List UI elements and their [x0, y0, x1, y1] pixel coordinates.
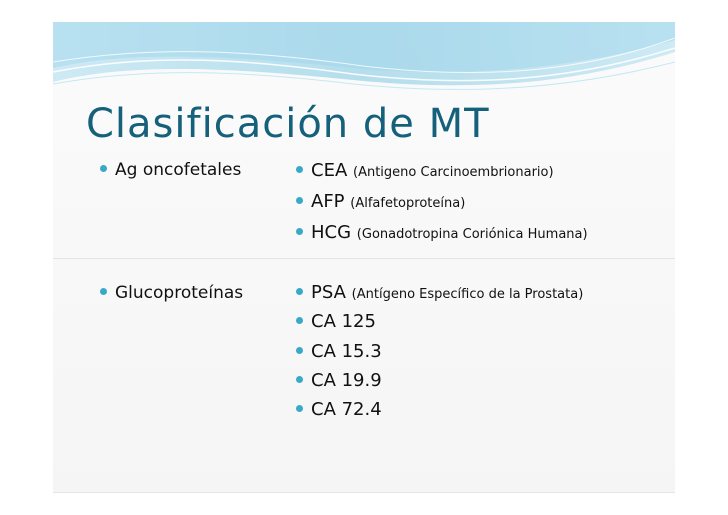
list-item — [296, 221, 588, 247]
bullet-icon — [296, 288, 303, 295]
list-item — [296, 398, 382, 422]
marker-name: CEA — [311, 160, 348, 181]
bullet-icon — [296, 317, 303, 324]
marker-description: (Alfafetoproteína) — [350, 196, 466, 211]
category-ag-oncofetales — [100, 159, 241, 181]
bullet-icon — [100, 288, 107, 295]
marker-description: (Gonadotropina Coriónica Humana) — [356, 227, 588, 242]
bullet-icon — [100, 165, 107, 172]
bullet-icon — [296, 228, 303, 235]
marker-description: (Antigeno Carcinoembrionario) — [353, 165, 554, 180]
category-glucoproteinas — [100, 282, 243, 304]
list-item — [296, 159, 554, 185]
bullet-icon — [296, 347, 303, 354]
marker-name: CA 15.3 — [311, 341, 382, 362]
slide-title: Clasificación de MT — [86, 101, 490, 147]
category-label: Ag oncofetales — [115, 160, 242, 180]
marker-name: PSA — [311, 282, 346, 303]
marker-description: (Antígeno Específico de la Prostata) — [351, 287, 584, 302]
bullet-icon — [296, 376, 303, 383]
row-divider — [53, 258, 675, 259]
bullet-icon — [296, 166, 303, 173]
category-label: Glucoproteínas — [115, 283, 244, 303]
wave-decoration — [53, 22, 675, 97]
list-item — [296, 310, 376, 334]
marker-name: CA 72.4 — [311, 399, 382, 420]
bullet-icon — [296, 197, 303, 204]
marker-name: AFP — [311, 191, 345, 212]
marker-name: HCG — [311, 222, 352, 243]
marker-name: CA 19.9 — [311, 370, 382, 391]
list-item — [296, 369, 382, 393]
list-item — [296, 340, 382, 364]
bullet-icon — [296, 405, 303, 412]
marker-name: CA 125 — [311, 311, 376, 332]
list-item — [296, 190, 465, 216]
list-item — [296, 281, 583, 307]
